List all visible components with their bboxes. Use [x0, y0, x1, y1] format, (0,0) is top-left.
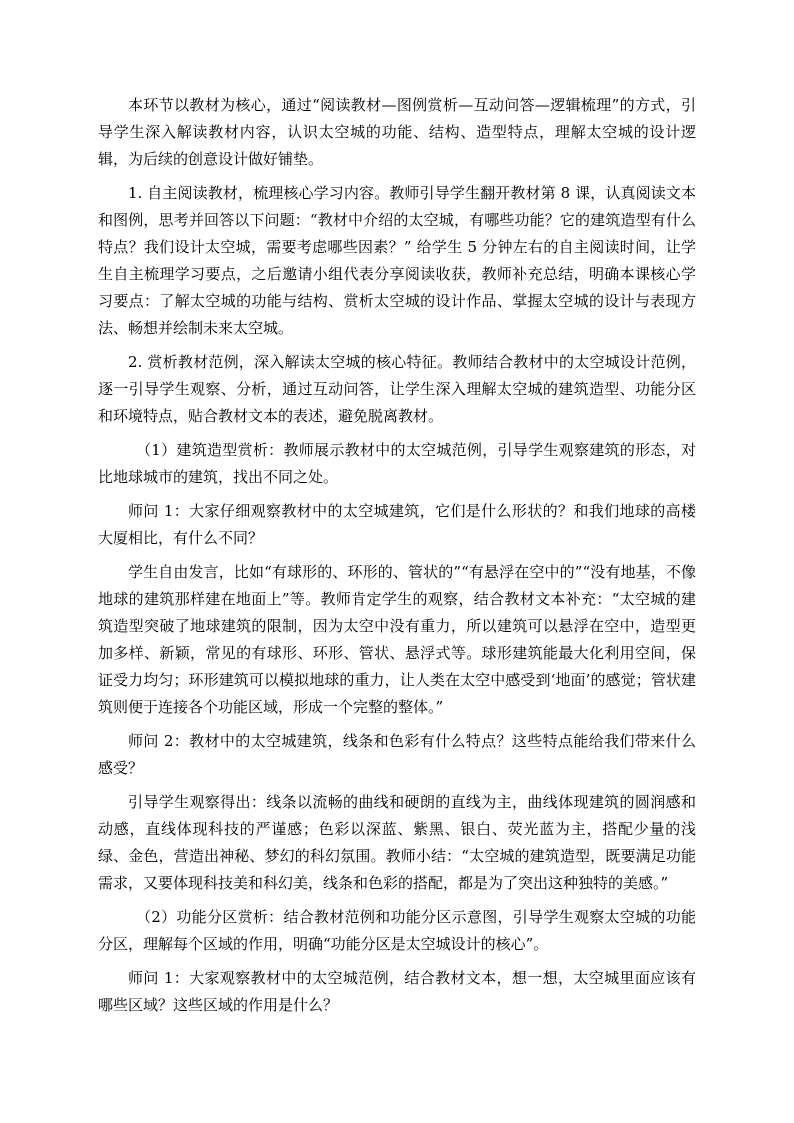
intro-paragraph: 本环节以教材为核心，通过“阅读教材—图例赏析—互动问答—逻辑梳理”的方式，引导学生深入解读教材内容，认识太空城的功能、结构、造型特点，理解太空城的设计逻辑，为后续的创意设计做好铺垫。 — [98, 96, 696, 168]
teacher-question-1-paragraph: 师问 1：大家仔细观察教材中的太空城建筑，它们是什么形状的？和我们地球的高楼大厦相比，有什么不同？ — [98, 502, 696, 547]
function-zoning-paragraph: （2）功能分区赏析：结合教材范例和功能分区示意图，引导学生观察太空城的功能分区，理解每个区域的作用，明确“功能分区是太空城设计的核心”。 — [98, 908, 696, 953]
step-2-paragraph: 2. 赏析教材范例，深入解读太空城的核心特征。教师结合教材中的太空城设计范例，逐一引导学生观察、分析，通过互动问答，让学生深入理解太空城的建筑造型、功能分区和环境特点，贴合教材文本的表述，避免脱离教材。 — [98, 353, 696, 425]
step-1-paragraph: 1. 自主阅读教材，梳理核心学习内容。教师引导学生翻开教材第 8 课，认真阅读文本和图例，思考并回答以下问题：“教材中介绍的太空城，有哪些功能？它的建筑造型有什么特点？我们设计太空城，需要考虑哪些因素？” 给学生 5 分钟左右的自主阅读时间，让学生自主梳理学习要点，之后邀请小组代表分享阅读收获，教师补充总结，明确本课核心学习要点：了解太空城的功能与结构、赏析太空城的设计作品、掌握太空城的设计与表现方法、畅想并绘制未来太空城。 — [98, 184, 696, 337]
teacher-question-2-paragraph: 师问 2：教材中的太空城建筑，线条和色彩有什么特点？这些特点能给我们带来什么感受？ — [98, 732, 696, 777]
observation-summary-paragraph: 引导学生观察得出：线条以流畅的曲线和硬朗的直线为主，曲线体现建筑的圆润感和动感，直线体现科技的严谨感；色彩以深蓝、紫黑、银白、荧光蓝为主，搭配少量的浅绿、金色，营造出神秘、梦幻的科幻氛围。教师小结：“太空城的建筑造型，既要满足功能需求，又要体现科技美和科幻美，线条和色彩的搭配，都是为了突出这种独特的美感。” — [98, 793, 696, 892]
zoning-question-paragraph: 师问 1：大家观察教材中的太空城范例，结合教材文本，想一想，太空城里面应该有哪些区域？这些区域的作用是什么？ — [98, 969, 696, 1014]
architecture-appreciation-paragraph: （1）建筑造型赏析：教师展示教材中的太空城范例，引导学生观察建筑的形态，对比地球城市的建筑，找出不同之处。 — [98, 441, 696, 486]
student-response-paragraph: 学生自由发言，比如“有球形的、环形的、管状的”“有悬浮在空中的”“没有地基，不像地球的建筑那样建在地面上”等。教师肯定学生的观察，结合教材文本补充：“太空城的建筑造型突破了地球建筑的限制，因为太空中没有重力，所以建筑可以悬浮在空中，造型更加多样、新颖，常见的有球形、环形、管状、悬浮式等。球形建筑能最大化利用空间，保证受力均匀；环形建筑可以模拟地球的重力，让人类在太空中感受到‘地面’的感觉；管状建筑则便于连接各个功能区域，形成一个完整的整体。” — [98, 563, 696, 716]
